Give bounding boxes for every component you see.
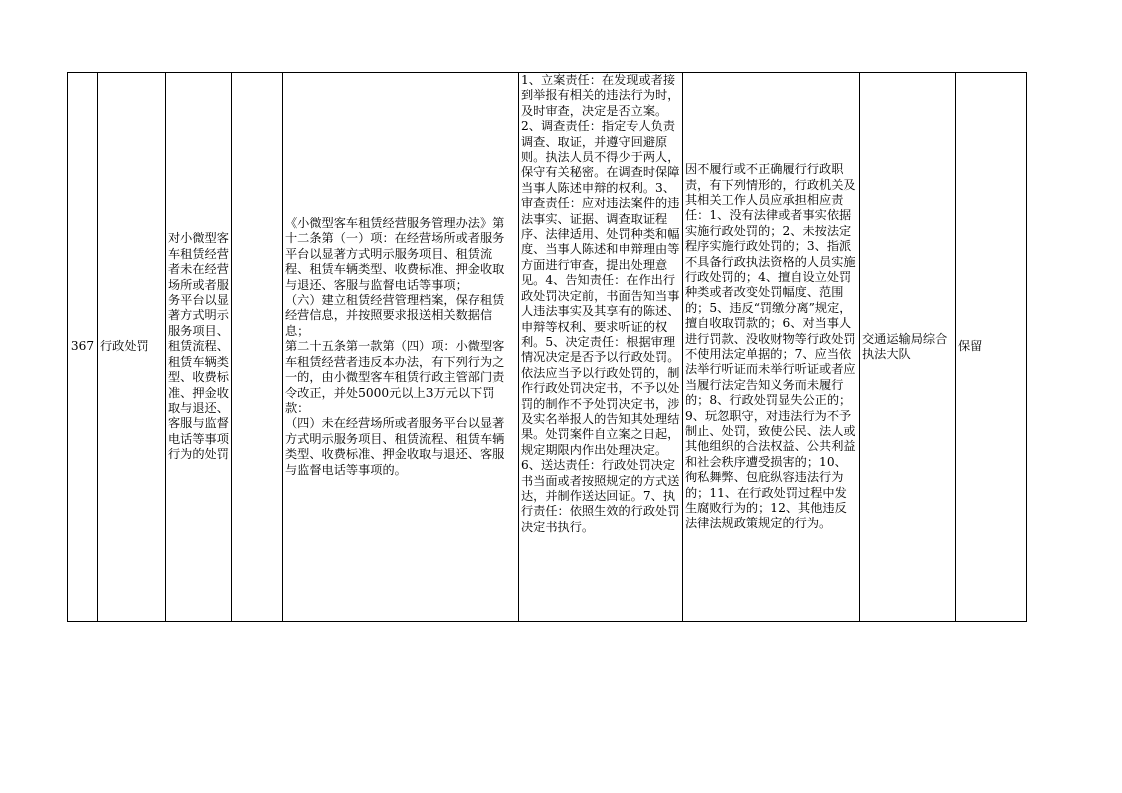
- row-legal-basis: [283, 73, 519, 622]
- row-sub-item: [232, 73, 283, 622]
- row-category: 行政处罚: [98, 73, 166, 622]
- basis-paragraph: （四）未在经营场所或者服务平台以显著方式明示服务项目、租赁流程、租赁车辆类型、收费标准、押金收取与退还、客服与监督电话等事项的。: [285, 416, 505, 477]
- item-table: [67, 72, 1027, 622]
- basis-paragraph: 《小微型客车租赁经营服务管理办法》第十二条第（一）项：在经营场所或者服务平台以显著方式明示服务项目、租赁流程、租赁车辆类型、收费标准、押金收取与退还、客服与监督电话等事项；: [285, 216, 505, 292]
- row-accountability: 因不履行或不正确履行行政职责，有下列情形的，行政机关及其相关工作人员应承担相应责任：1、没有法律或者事实依据实施行政处罚的；2、未按法定程序实施行政处罚的；3、指派不具备行政执法资格的人员实施行政处罚的；4、擅自设立处罚种类或者改变处罚幅度、范围的；5、违反“罚缴分离”规定，擅自收取罚款的；6、对当事人进行罚款、没收财物等行政处罚不使用法定单据的；7、应当依法举行听证而未举行听证或者应当履行法定告知义务而未履行的；8、行政处罚显失公正的；9、玩忽职守，对违法行为不予制止、处罚，致使公民、法人或其他组织的合法权益、公共利益和社会秩序遭受损害的；10、徇私舞弊、包庇纵容违法行为的；11、在行政处罚过程中发生腐败行为的；12、其他违反法律法规政策规定的行为。: [683, 73, 860, 622]
- row-item-name: 对小微型客车租赁经营者未在经营场所或者服务平台以显著方式明示服务项目、租赁流程、租赁车辆类型、收费标准、押金收取与退还、客服与监督电话等事项行为的处罚: [166, 73, 232, 622]
- row-number: 367: [68, 73, 98, 622]
- table-row: [68, 73, 1027, 622]
- duty-content: [521, 73, 680, 621]
- row-department: 交通运输局综合执法大队: [860, 73, 956, 622]
- basis-paragraph: 第二十五条第一款第（四）项：小微型客车租赁经营者违反本办法，有下列行为之一的，由小微型客车租赁行政主管部门责令改正，并处5000元以上3万元以下罚款：: [285, 339, 505, 415]
- row-duty: [519, 73, 683, 622]
- duty-paragraph: 6、送达责任：行政处罚决定书当面或者按照规定的方式送达，并制作送达回证。7、执行责任：依照生效的行政处罚决定书执行。: [521, 458, 680, 534]
- duty-paragraph: 1、立案责任：在发现或者接到举报有相关的违法行为时，及时审查，决定是否立案。2、调查责任：指定专人负责调查、取证，并遵守回避原则。执法人员不得少于两人，保守有关秘密。在调查时保障当事人陈述申辩的权利。3、审查责任：应对违法案件的违法事实、证据、调查取证程序、法律适用、处罚种类和幅度、当事人陈述和申辩理由等方面进行审查，提出处理意见。4、告知责任：在作出行政处罚决定前，书面告知当事人违法事实及其享有的陈述、申辩等权利、要求听证的权利。5、决定责任：根据审理情况决定是否予以行政处罚。依法应当予以行政处罚的，制作行政处罚决定书，不予以处罚的制作不予处罚决定书，涉及实名举报人的告知其处理结果。处罚案件自立案之日起，规定期限内作出处理决定。: [521, 73, 680, 457]
- row-remark: 保留: [956, 73, 1027, 622]
- basis-paragraph: （六）建立租赁经营管理档案，保存租赁经营信息，并按照要求报送相关数据信息；: [285, 293, 505, 338]
